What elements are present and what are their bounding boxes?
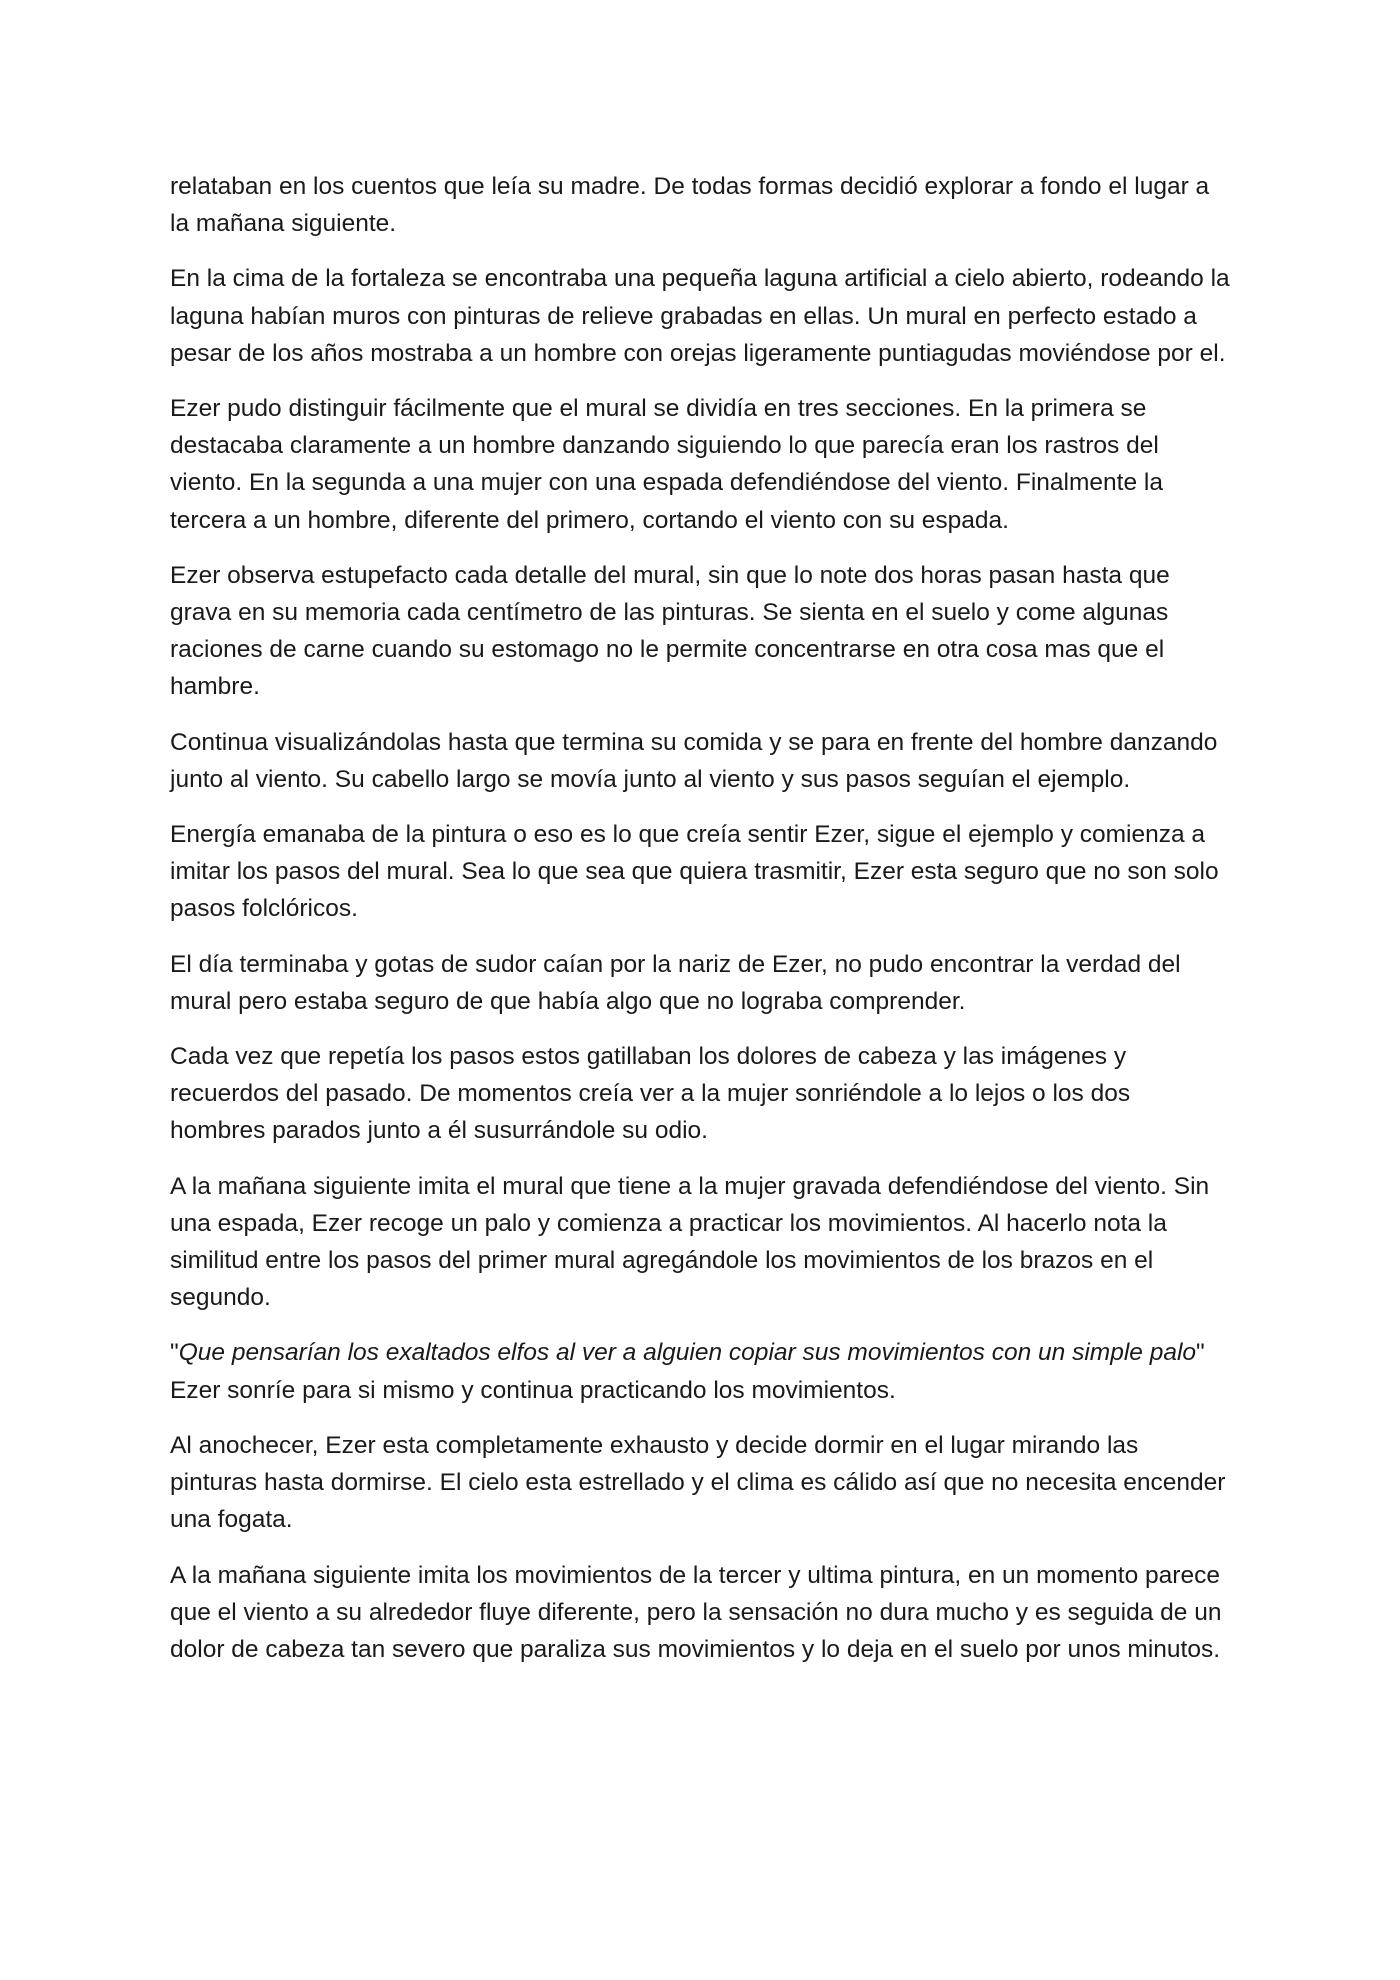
quote-paragraph <box>170 1334 1230 1408</box>
paragraph-11: Al anochecer, Ezer esta completamente exhausto y decide dormir en el lugar mirando las pinturas hasta dormirse. El cielo esta estrellado y el clima es cálido así que no necesita encender una fogata. <box>170 1431 1226 1534</box>
paragraph-1: relataban en los cuentos que leía su madre. De todas formas decidió explorar a fondo el lugar a la mañana siguiente. <box>170 173 1210 238</box>
paragraph-6: Energía emanaba de la pintura o eso es lo que creía sentir Ezer, sigue el ejemplo y comienza a imitar los pasos del mural. Sea lo que sea que quiera trasmitir, Ezer esta seguro que no son solo pasos folclóricos. <box>170 821 1219 923</box>
paragraph-5: Continua visualizándolas hasta que termina su comida y se para en frente del hombre danzando junto al viento. Su cabello largo se movía junto al viento y sus pasos seguían el ejemplo. <box>170 728 1218 793</box>
quote-italic-text: Que pensarían los exaltados elfos al ver a alguien copiar sus movimientos con un simple palo <box>178 1339 1197 1367</box>
quote-rest-text: Ezer sonríe para si mismo y continua practicando los movimientos. <box>170 1376 896 1404</box>
paragraph-3: Ezer pudo distinguir fácilmente que el mural se dividía en tres secciones. En la primera se destacaba claramente a un hombre danzando siguiendo lo que parecía eran los rastros del viento. En la segunda a una mujer con una espada defendiéndose del viento. Finalmente la tercera a un hombre, diferente del primero, cortando el viento con su espada. <box>170 395 1163 534</box>
quote-close: " <box>1196 1339 1205 1367</box>
paragraph-2: En la cima de la fortaleza se encontraba una pequeña laguna artificial a cielo abierto, rodeando la laguna habían muros con pinturas de relieve grabadas en ellas. Un mural en perfecto estado a pesar de los años mostraba a un hombre con orejas ligeramente puntiagudas moviéndose por el. <box>170 265 1230 367</box>
paragraph-4: Ezer observa estupefacto cada detalle del mural, sin que lo note dos horas pasan hasta que grava en su memoria cada centímetro de las pinturas. Se sienta en el suelo y come algunas raciones de carne cuando su estomago no le permite concentrarse en otra cosa mas que el hambre. <box>170 561 1170 701</box>
paragraph-8: Cada vez que repetía los pasos estos gatillaban los dolores de cabeza y las imágenes y recuerdos del pasado. De momentos creía ver a la mujer sonriéndole a lo lejos o los dos hombres parados junto a él susurrándole su odio. <box>170 1043 1131 1145</box>
quote-open: " <box>170 1339 179 1367</box>
paragraph-12: A la mañana siguiente imita los movimientos de la tercer y ultima pintura, en un momento parece que el viento a su alrededor fluye diferente, pero la sensación no dura mucho y es seguida de un dolor de cabeza tan severo que paraliza sus movimientos y lo deja en el suelo por unos minutos. <box>170 1561 1222 1663</box>
paragraph-7: El día terminaba y gotas de sudor caían por la nariz de Ezer, no pudo encontrar la verdad del mural pero estaba seguro de que había algo que no lograba comprender. <box>170 950 1181 1015</box>
paragraph-9: A la mañana siguiente imita el mural que tiene a la mujer gravada defendiéndose del viento. Sin una espada, Ezer recoge un palo y comienza a practicar los movimientos. Al hacerlo nota la similitud entre los pasos del primer mural agregándole los movimientos de los brazos en el segundo. <box>170 1172 1210 1312</box>
